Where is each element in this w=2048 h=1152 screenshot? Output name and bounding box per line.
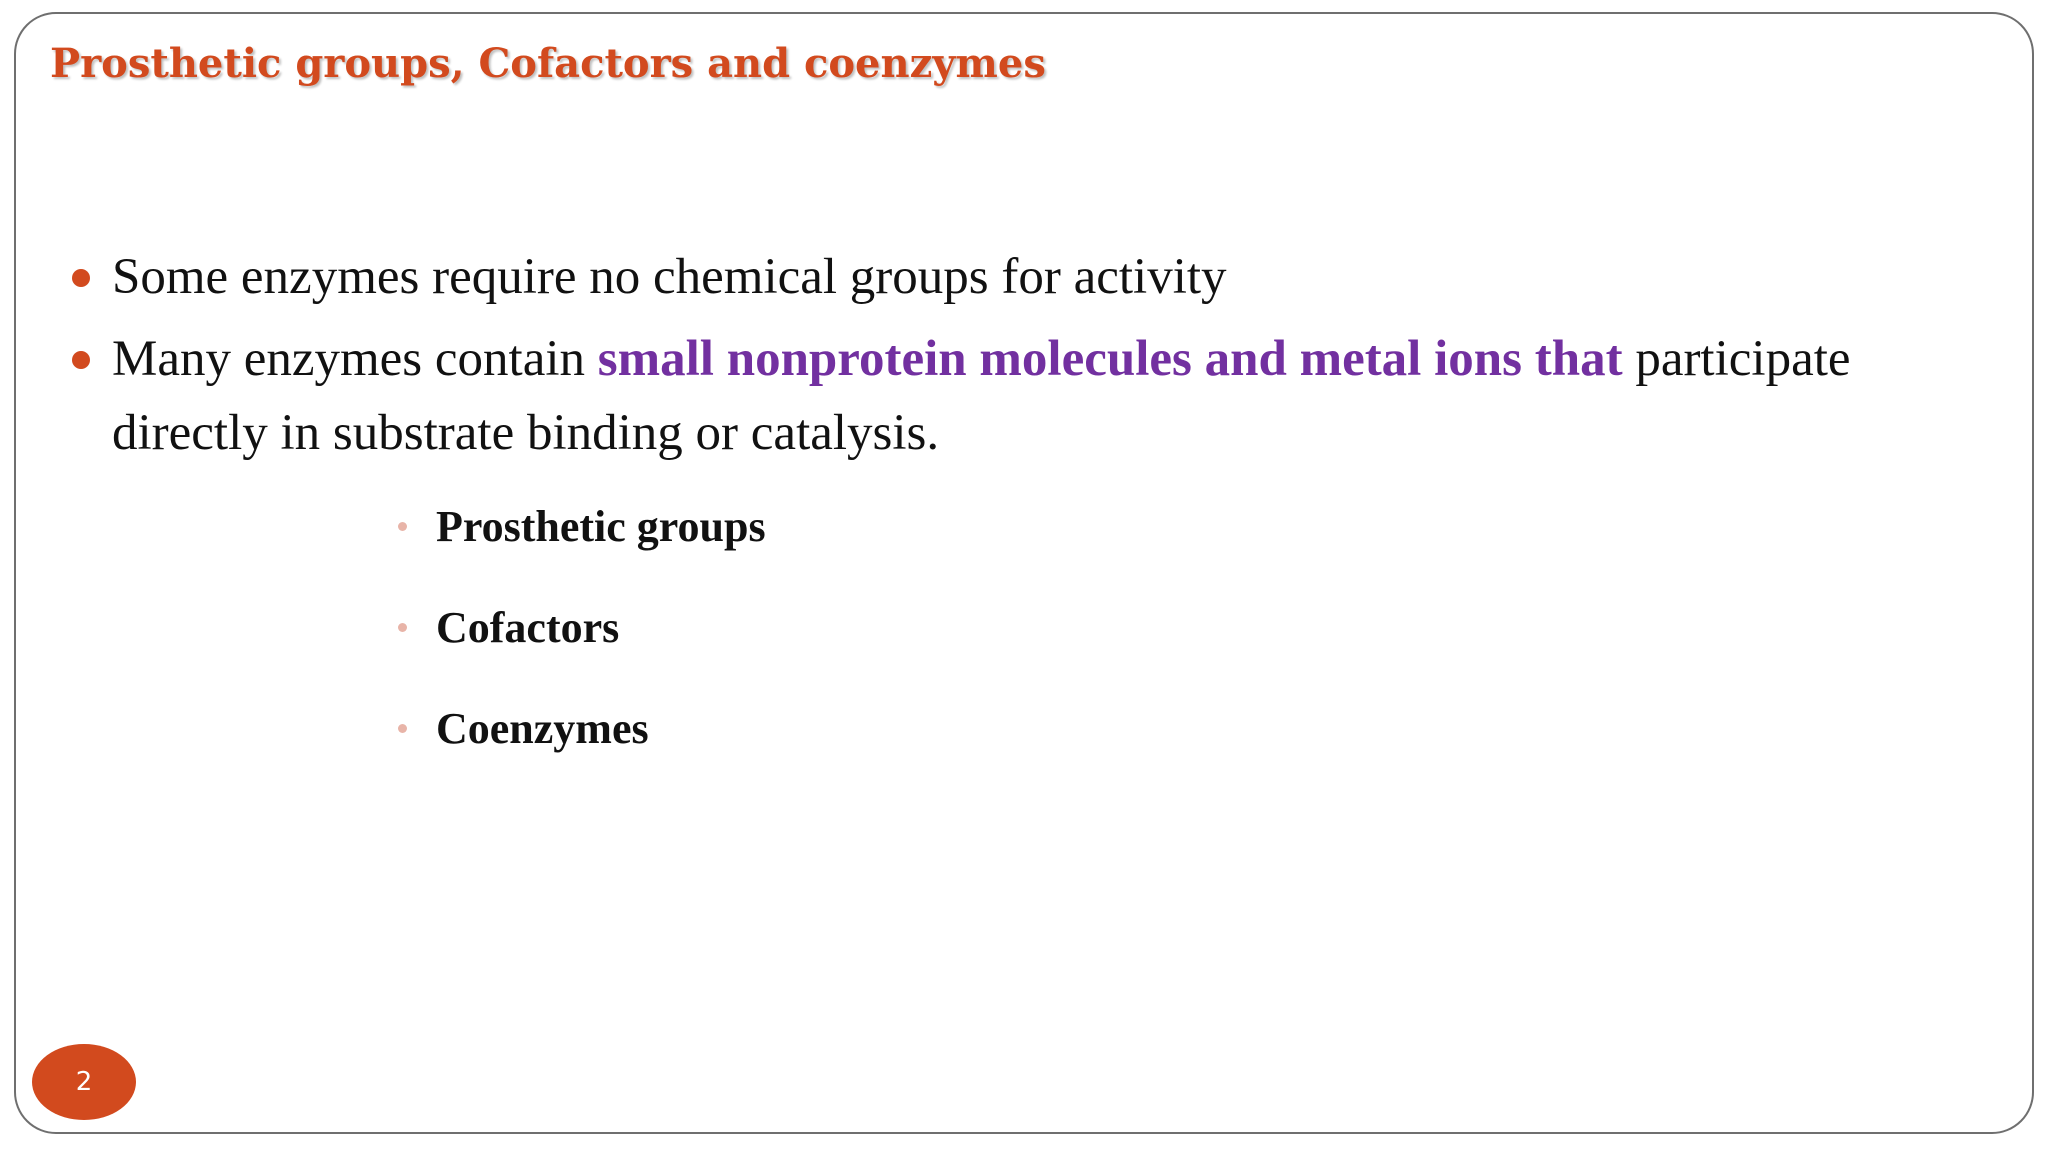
bullet-text-1: Some enzymes require no chemical groups for activity — [112, 249, 1227, 305]
slide-frame — [14, 12, 2034, 1134]
sub-bullet-text: Coenzymes — [436, 704, 649, 753]
sub-bullet-text: Cofactors — [436, 603, 620, 652]
sub-bullet-list — [398, 490, 766, 793]
slide-title: Prosthetic groups, Cofactors and coenzymes — [50, 40, 1046, 87]
sub-bullet-item-coenzymes — [398, 692, 766, 793]
bullet-item-1 — [72, 240, 1952, 314]
bullet-list — [72, 240, 1952, 478]
bullet-text-2-highlight: small nonprotein molecules and metal ions that — [597, 331, 1623, 387]
page-number-badge: 2 — [32, 1044, 136, 1120]
sub-bullet-dot-icon — [398, 522, 407, 531]
sub-bullet-dot-icon — [398, 724, 407, 733]
sub-bullet-item-prosthetic-groups — [398, 490, 766, 591]
bullet-dot-icon — [72, 269, 90, 287]
sub-bullet-item-cofactors — [398, 591, 766, 692]
sub-bullet-dot-icon — [398, 623, 407, 632]
bullet-item-2 — [72, 322, 1952, 470]
sub-bullet-text: Prosthetic groups — [436, 502, 766, 551]
bullet-text-2-before: Many enzymes contain — [112, 331, 598, 387]
bullet-text-2-after: participate directly in substrate binding or catalysis. — [112, 331, 1851, 461]
bullet-dot-icon — [72, 351, 90, 369]
